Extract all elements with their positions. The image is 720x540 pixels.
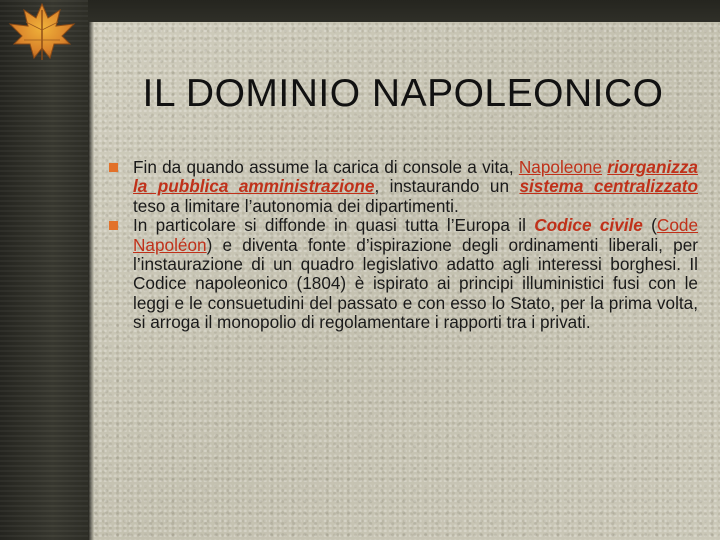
emphasis-codice-civile: Codice civile [534,215,643,236]
napoleone-link[interactable]: Napoleone [518,157,603,177]
left-decorative-strip [0,0,88,540]
slide-body [106,158,698,333]
bullet-item [106,216,698,332]
bullet-text: In particolare si diffonde in quasi tutta l’Europa il [133,215,535,236]
square-bullet-icon [109,163,118,172]
bullet-text: Fin da quando assume la carica di console a vita, [133,157,519,177]
bullet-text: ) e diventa fonte d’ispirazione degli ordinamenti liberali, per l’instaurazione di un quadro legislativo adatto agli interessi borghesi. Il Codice napoleonico (1804) è ispirato ai principi illuministici fusi con le leggi e le consuetudini del passato e con esso lo Stato, per la prima volta, si arroga il monopolio di regolamentare i rapporti tra i privati. [133,234,698,333]
code-napoleon-link[interactable]: Code Napoléon [133,215,699,255]
emphasis-sistema-centralizzato: sistema centralizzato [519,176,698,197]
bullet-text: teso a limitare l’autonomia dei dipartimenti. [133,195,459,216]
bullet-item [106,158,698,216]
bullet-text: ( [642,215,657,236]
maple-leaf-icon [2,0,82,64]
emphasis-riorganizza: riorganizza la pubblica amministrazione [133,157,698,197]
square-bullet-icon [109,221,118,230]
top-band [0,0,720,22]
slide-title: IL DOMINIO NAPOLEONICO [142,72,664,115]
bullet-text: , instaurando un [374,176,520,197]
